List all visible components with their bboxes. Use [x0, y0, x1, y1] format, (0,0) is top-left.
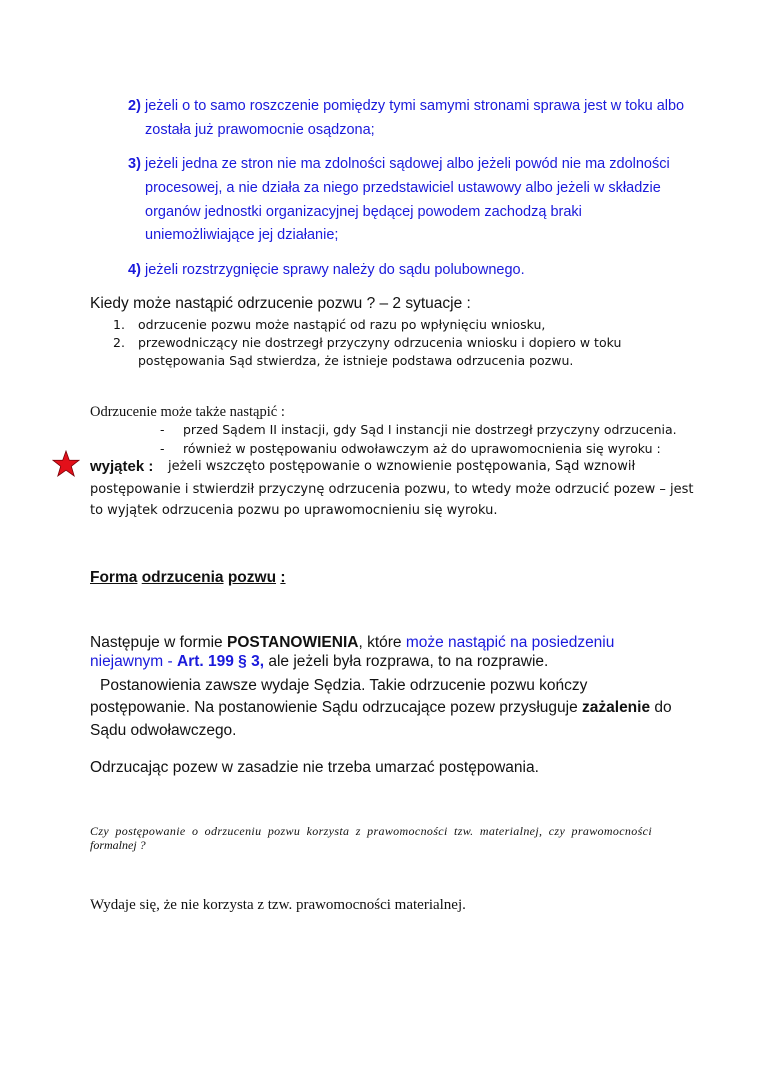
wyjatek-line-2: postępowanie i stwierdził przyczynę odrzucenia pozwu, to wtedy może odrzucić pozew – jest — [90, 482, 694, 497]
question-line-2: formalnej ? — [90, 838, 146, 852]
nastepuje-text-4c: do — [650, 699, 672, 716]
nastepuje-line-3: Postanowienia zawsze wydaje Sędzia. Takie odrzucenie pozwu kończy — [100, 677, 588, 694]
item-2-line-1: jeżeli o to samo roszczenie pomiędzy tymi samymi stronami sprawa jest w toku albo — [145, 98, 685, 114]
item-3-number: 3) — [128, 156, 141, 172]
kiedy-item-2-line-1: przewodniczący nie dostrzegł przyczyny odrzucenia wniosku i dopiero w toku — [138, 335, 622, 350]
nastepuje-line-2 — [90, 653, 548, 671]
item-2-line-2: została już prawomocnie osądzona; — [145, 122, 375, 138]
takze-bullet-1: przed Sądem II instacji, gdy Sąd I instancji nie dostrzegł przyczyny odrzucenia. — [183, 422, 677, 437]
wyjatek-line-1: jeżeli wszczęto postępowanie o wznowienie postępowania, Sąd wznowił — [168, 459, 636, 474]
nastepuje-text-1c: , które — [358, 634, 406, 651]
kiedy-item-1-text: odrzucenie pozwu może nastąpić od razu po wpłynięciu wniosku, — [138, 317, 546, 332]
item-4-line-1: jeżeli rozstrzygnięcie sprawy należy do sądu polubownego. — [145, 262, 525, 278]
item-3-line-3: organów jednostki organizacyjnej będącej powodem zachodzą braki — [145, 204, 582, 220]
star-icon — [52, 450, 80, 477]
forma-heading — [90, 569, 286, 587]
forma-word-1: Forma — [90, 569, 138, 586]
postanowienia-bold: POSTANOWIENIA — [226, 634, 359, 651]
nastepuje-text-2a: niejawnym - — [90, 653, 177, 670]
takze-bullet-2: również w postępowaniu odwoławczym aż do uprawomocnienia się wyroku : — [183, 441, 661, 456]
kiedy-heading: Kiedy może nastąpić odrzucenie pozwu ? – 2 sytuacje : — [90, 295, 471, 312]
item-3-line-4: uniemożliwiające jej działanie; — [145, 227, 339, 243]
zazalenie-bold: zażalenie — [582, 699, 651, 716]
nastepuje-line-1 — [90, 634, 614, 652]
answer-text: Wydaje się, że nie korzysta z tzw. prawomocności materialnej. — [90, 897, 466, 913]
wyjatek-line-3: to wyjątek odrzucenia pozwu po uprawomocnieniu się wyroku. — [90, 503, 498, 518]
nastepuje-line-4 — [90, 699, 672, 717]
item-2-number: 2) — [128, 98, 141, 114]
nastepuje-line-5: Sądu odwoławczego. — [90, 722, 237, 739]
nastepuje-text-1a: Następuje w formie — [90, 634, 227, 651]
forma-word-4: : — [280, 569, 286, 586]
kiedy-item-1-number: 1. — [113, 317, 125, 332]
takze-bullet-2-marker: - — [160, 441, 165, 456]
item-4-number: 4) — [128, 262, 141, 278]
kiedy-item-2-line-2: postępowania Sąd stwierdza, że istnieje podstawa odrzucenia pozwu. — [138, 353, 574, 368]
takze-heading: Odrzucenie może także nastąpić : — [90, 404, 285, 420]
nastepuje-text-1d: może nastąpić na posiedzeniu — [405, 634, 615, 651]
nastepuje-line-6: Odrzucając pozew w zasadzie nie trzeba umarzać postępowania. — [90, 759, 539, 776]
nastepuje-text-4a: postępowanie. Na postanowienie Sądu odrzucające pozew przysługuje — [90, 699, 583, 716]
item-3-line-2: procesowej, a nie działa za niego przedstawiciel ustawowy albo jeżeli w składzie — [145, 180, 661, 196]
question-line-1: Czy postępowanie o odrzuceniu pozwu korzysta z prawomocności tzw. materialnej, czy prawomocności — [90, 824, 653, 838]
nastepuje-text-2c: ale jeżeli była rozprawa, to na rozprawie. — [264, 653, 549, 670]
takze-bullet-1-marker: - — [160, 422, 165, 437]
art-reference: Art. 199 § 3, — [177, 653, 265, 670]
forma-word-2: odrzucenia — [141, 569, 224, 586]
forma-word-3: pozwu — [227, 569, 277, 586]
wyjatek-label: wyjątek : — [90, 458, 154, 475]
item-3-line-1: jeżeli jedna ze stron nie ma zdolności sądowej albo jeżeli powód nie ma zdolności — [145, 156, 670, 172]
kiedy-item-2-number: 2. — [113, 335, 125, 350]
